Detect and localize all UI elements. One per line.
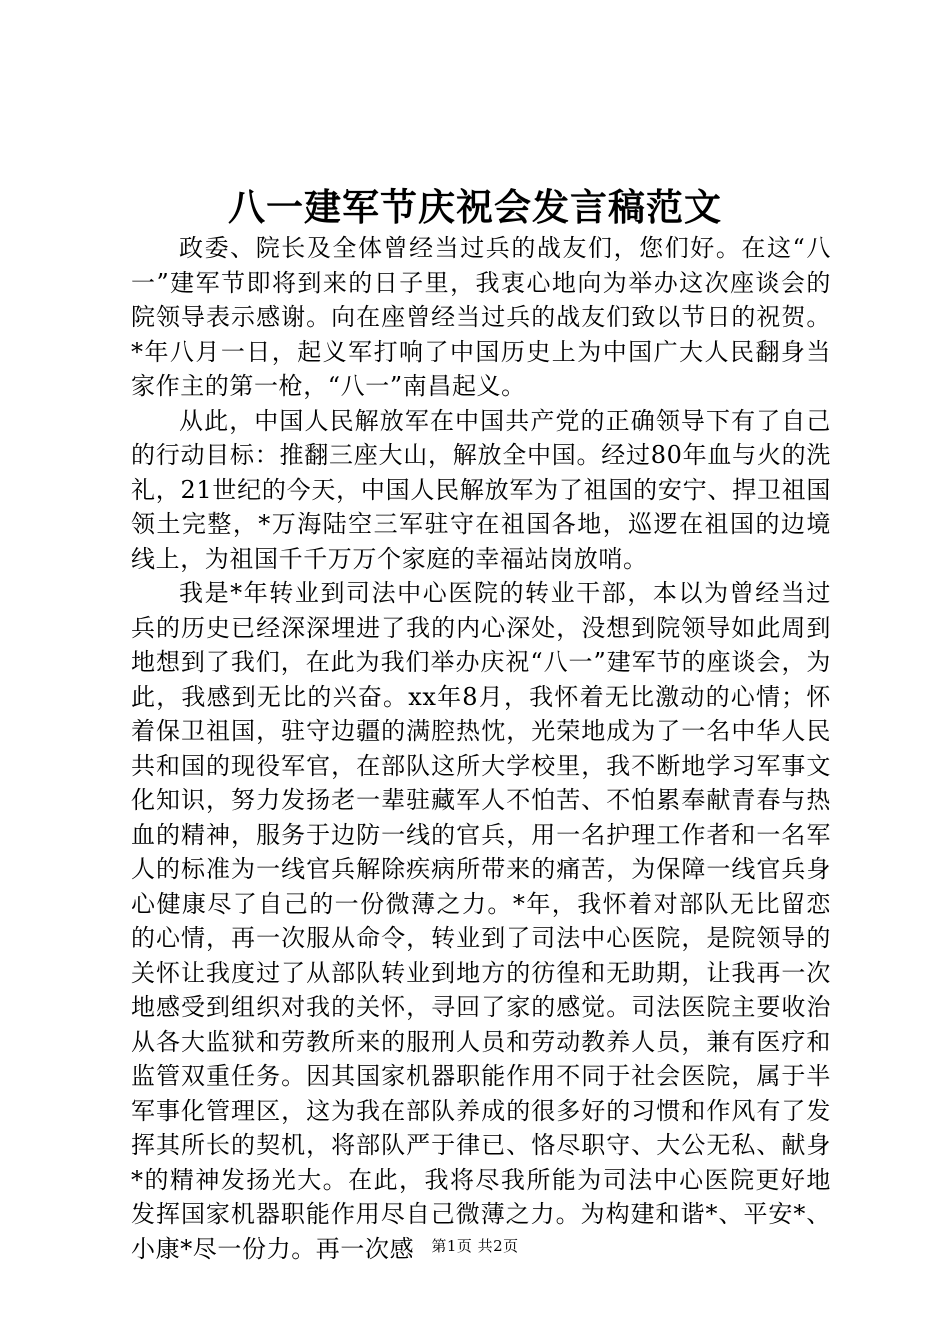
paragraph-2: 从此，中国人民解放军在中国共产党的正确领导下有了自己的行动目标：推翻三座大山，解放全中国。经过80年血与火的洗礼，21世纪的今天，中国人民解放军为了祖国的安宁、捍卫祖国领土完整，*万海陆空三军驻守在祖国各地，巡逻在祖国的边境线上，为祖国千千万万个家庭的幸福站岗放哨。 <box>131 406 831 573</box>
document-title: 八一建军节庆祝会发言稿范文 <box>228 186 722 229</box>
page-footer: 第1页 共2页 <box>431 1237 519 1255</box>
paragraph-1: 政委、院长及全体曾经当过兵的战友们，您们好。在这“八一”建军节即将到来的日子里，我衷心地向为举办这次座谈会的院领导表示感谢。向在座曾经当过兵的战友们致以节日的祝贺。*年八月一日，起义军打响了中国历史上为中国广大人民翻身当家作主的第一枪，“八一”南昌起义。 <box>131 234 831 400</box>
paragraph-3: 我是*年转业到司法中心医院的转业干部，本以为曾经当过兵的历史已经深深埋进了我的内心深处，没想到院领导如此周到地想到了我们，在此为我们举办庆祝“八一”建军节的座谈会，为此，我感到无比的兴奋。xx年8月，我怀着无比激动的心情；怀着保卫祖国，驻守边疆的满腔热忱，光荣地成为了一名中华人民共和国的现役军官，在部队这所大学校里，我不断地学习军事文化知识，努力发扬老一辈驻藏军人不怕苦、不怕累奉献青春与热血的精神，服务于边防一线的官兵，用一名护理工作者和一名军人的标准为一线官兵解除疾病所带来的痛苦，为保障一线官兵身心健康尽了自己的一份微薄之力。*年，我怀着对部队无比留恋的心情，再一次服从命令，转业到了司法中心医院，是院领导的关怀让我度过了从部队转业到地方的彷徨和无助期，让我再一次地感受到组织对我的关怀，寻回了家的感觉。司法医院主要收治从各大监狱和劳教所来的服刑人员和劳动教养人员，兼有医疗和监管双重任务。因其国家机器职能作用不同于社会医院，属于半军事化管理区，这为我在部队养成的很多好的习惯和作风有了发挥其所长的契机，将部队严于律已、恪尽职守、大公无私、献身*的精神发扬光大。在此，我将尽我所能为司法中心医院更好地发挥国家机器职能作用尽自己微薄之力。为构建和谐*、平安*、小康*尽一份力。再一次感 <box>131 579 831 1263</box>
document-body <box>131 231 831 1266</box>
